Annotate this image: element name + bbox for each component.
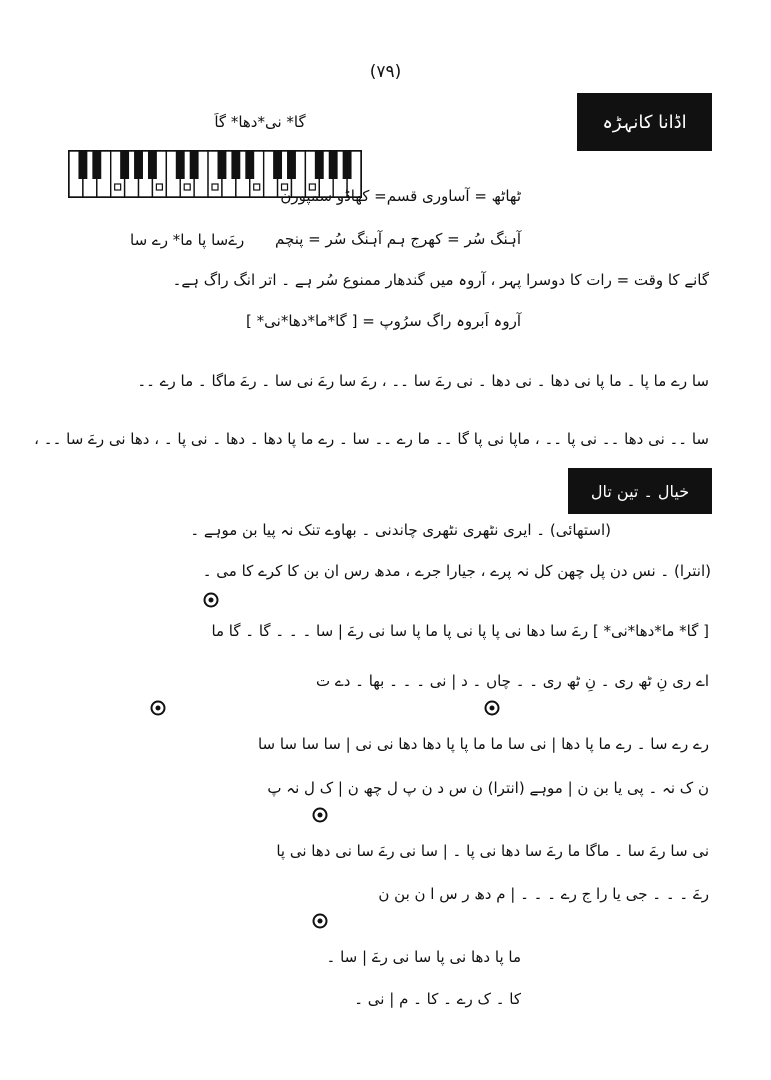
note-dot (156, 184, 162, 190)
sam-sign-icon (150, 700, 166, 716)
row4-swar: ما پا دھا نی پا سا نی رےَ | سا ۔ (326, 948, 521, 966)
row2-bol: ن ک نہ ۔ پی یا بن ن | موہے (انترا) ن س د ن پ ل چھ ن | ک ل نہ پ (267, 779, 709, 797)
section-title: خیال ۔ تین تال (590, 481, 690, 501)
row1-bol: اے ری نِ ٹھ ری ۔ نِ ٹھ ری ۔ ۔ چاں ۔ د | نی ۔ ۔ ۔ بھا ۔ دے ت (316, 672, 709, 690)
black-key (245, 151, 254, 179)
note-dot (184, 184, 190, 190)
sam-sign-icon (203, 592, 219, 608)
keyboard-notes: گا* نی*دھا* گاَ (214, 113, 306, 131)
black-key (315, 151, 324, 179)
black-key (231, 151, 240, 179)
time-line: گانے کا وقت = رات کا دوسرا پہر ، آروہ میں گندھار ممنوع سُر ہے ۔ اتر انگ راگ ہے۔ (172, 271, 709, 289)
sam-sign-icon (312, 807, 328, 823)
black-key (287, 151, 296, 179)
note-dot (254, 184, 260, 190)
black-key (92, 151, 101, 179)
section-title-box (568, 468, 712, 514)
swar-line-1: سا رے ما پا ۔ ما پا نی دھا ۔ نی دھا ۔ نی رےَ سا ۔۔ ، رےَ سا رےَ نی سا ۔ رےَ ماگا ۔ ما رے ۔۔ (137, 372, 709, 390)
note-dot (115, 184, 121, 190)
raag-title-box (577, 93, 712, 151)
black-key (148, 151, 157, 179)
page-number: (۷۹) (369, 62, 402, 82)
black-key (329, 151, 338, 179)
row4-bol: کا ۔ ک رے ۔ کا ۔ م | نی ۔ (354, 990, 521, 1008)
swar-line-2: سا ۔۔ نی دھا ۔۔ نی پا ۔۔ ، ماپا نی پا گا ۔۔ ما رے ۔۔ سا ۔ رے ما پا دھا ۔ دھا ۔ نی پا ۔ ، دھا نی رےَ سا ۔۔ ، (34, 430, 709, 448)
black-key (78, 151, 87, 179)
black-key (176, 151, 185, 179)
sam-sign-icon (312, 913, 328, 929)
asthai-line: (استھائی) ۔ ایری نٹھری نٹھری چاندنی ۔ بھاوے تنک نہ پیا بن موہے ۔ (190, 521, 611, 539)
black-key (273, 151, 282, 179)
black-key (190, 151, 199, 179)
row1-swar: [ گا* ما*دھا*نی* ] رےَ سا دھا نی پا پا نی پا ما پا سا نی رےَ | سا ۔ ۔ ۔ گا ۔ گا ما (211, 622, 709, 640)
antra-line: (انترا) ۔ نس دن پل چھن کل نہ پرے ، جیارا جرے ، مدھ رس ان بن کا کرے کا می ۔ (202, 562, 711, 580)
aahang-notes: رےَسا پا ما* رے سا (130, 231, 245, 249)
thaat-line: ٹھاٹھ = آساوری قسم= کھاڈو سمپورن (280, 187, 521, 205)
raag-title: اڈانا کانہڑہ (602, 111, 687, 133)
black-key (343, 151, 352, 179)
black-key (134, 151, 143, 179)
row3-bol: رےَ ۔ ۔ ۔ جی یا را ج رے ۔ ۔ ۔ | م دھ ر س ا ن بن ن (378, 885, 709, 903)
row3-swar: نی سا رےَ سا ۔ ماگا ما رےَ سا دھا نی پا ۔ | سا نی رےَ سا نی دھا نی پا (276, 842, 709, 860)
note-dot (212, 184, 218, 190)
black-key (218, 151, 227, 179)
aahang-line: آہنگ سُر = کھرج ہم آہنگ سُر = پنچم (275, 230, 521, 248)
black-key (120, 151, 129, 179)
row2-swar: رے رے سا ۔ رے ما پا دھا | نی سا ما ما پا پا دھا دھا نی نی | سا سا سا سا (257, 735, 709, 753)
aaroh-avroh-line: آروہ اَبروہ راگ سرُوپ = [ گا*ما*دھا*نی* ] (246, 312, 521, 330)
sam-sign-icon (484, 700, 500, 716)
